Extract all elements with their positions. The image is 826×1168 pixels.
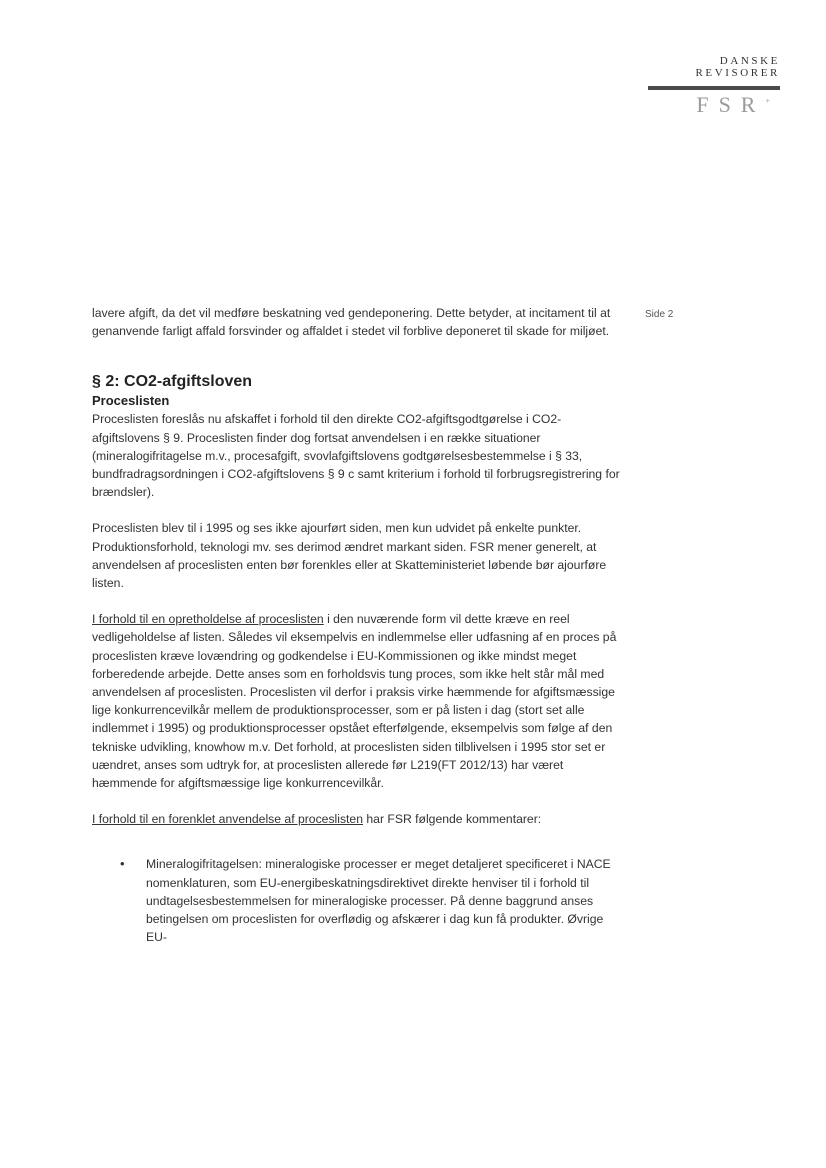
fsr-logo — [640, 52, 780, 122]
page-number: Side 2 — [645, 309, 674, 320]
intro-paragraph: lavere afgift, da det vil medføre beskatning ved gendeponering. Dette betyder, at incitament til at genanvende farligt affald forsvinder og affaldet i stedet vil forblive deponeret til skade for miljøet. — [92, 306, 611, 339]
paragraph-4-underlined: I forhold til en forenklet anvendelse af proceslisten — [92, 812, 363, 827]
paragraph-3 — [92, 610, 622, 792]
logo-mark — [696, 92, 770, 118]
bullet-icon: • — [120, 856, 125, 872]
paragraph-4-text: har FSR følgende kommentarer: — [363, 812, 542, 827]
logo-mark-text: FSR — [696, 92, 766, 117]
paragraph-1: Proceslisten foreslås nu afskaffet i forhold til den direkte CO2-afgiftsgodtgørelse i CO2-afgiftslovens § 9. Proceslisten finder dog fortsat anvendelsen i en række situationer (mineralogifritagelse m.v., procesafgift, svovlafgiftslovens godtgørelsesbestemmelse i § 33, bundfradragsordningen i CO2-afgiftslovens § 9 c samt kriterium i forhold til forbrugsregistrering for brændsler). — [92, 412, 620, 500]
section-title: § 2: CO2-afgiftsloven — [92, 373, 253, 391]
paragraph-3-text: i den nuværende form vil dette kræve en reel vedligeholdelse af listen. Således vil eksempelvis en indlemmelse eller udfasning af en proces på proceslisten kræve lovændring og godkendelse i EU-Kommissionen og ikke mindst meget forberedende arbejde. Dette anses som en forholdsvis tung proces, som ikke helt står mål med anvendelsen af proceslisten. Proceslisten vil derfor i praksis virke hæmmende for afgiftsmæssige lige konkurrencevilkår mellem de produktionsprocesser, som er på listen i dag (stort set alle indlemmet i 1995) og produktionsprocesser opstået efterfølgende, eksempelvis som følge af den tekniske udvikling, knowhow m.v. Det forhold, at proceslisten siden tilblivelsen i 1995 stor set er uændret, anses som udtryk for, at proceslisten allerede før L219(FT 2012/13) har været hæmmende for afgiftsmæssige lige konkurrencevilkår. — [92, 612, 617, 791]
paragraph-4 — [92, 810, 622, 828]
logo-mark-sup: + — [765, 96, 770, 106]
subsection-title: Proceslisten — [92, 393, 170, 409]
logo-rule — [648, 86, 780, 90]
paragraph-3-underlined: I forhold til en opretholdelse af proceslisten — [92, 612, 324, 627]
logo-line-revisorer: REVISORER — [695, 67, 780, 79]
bullet-list — [92, 855, 622, 946]
document-body — [92, 304, 622, 946]
list-item — [92, 855, 622, 946]
logo-line-danske: DANSKE — [719, 55, 780, 67]
bullet-1-text: Mineralogifritagelsen: mineralogiske processer er meget detaljeret specificeret i NACE nomenklaturen, som EU-energibeskatningsdirektivet direkte henviser til i forhold til undtagelsesbestemmelsen for mineralogiske processer. På denne baggrund anses betingelsen om proceslisten for overflødig og afskærer i dag kun få produkter. Øvrige EU- — [146, 857, 611, 945]
paragraph-2: Proceslisten blev til i 1995 og ses ikke ajourført siden, men kun udvidet på enkelte punkter. Produktionsforhold, teknologi mv. ses derimod ændret markant siden. FSR mener generelt, at anvendelsen af proceslisten enten bør forenkles eller at Skatteministeriet løbende bør ajourføre listen. — [92, 521, 607, 591]
